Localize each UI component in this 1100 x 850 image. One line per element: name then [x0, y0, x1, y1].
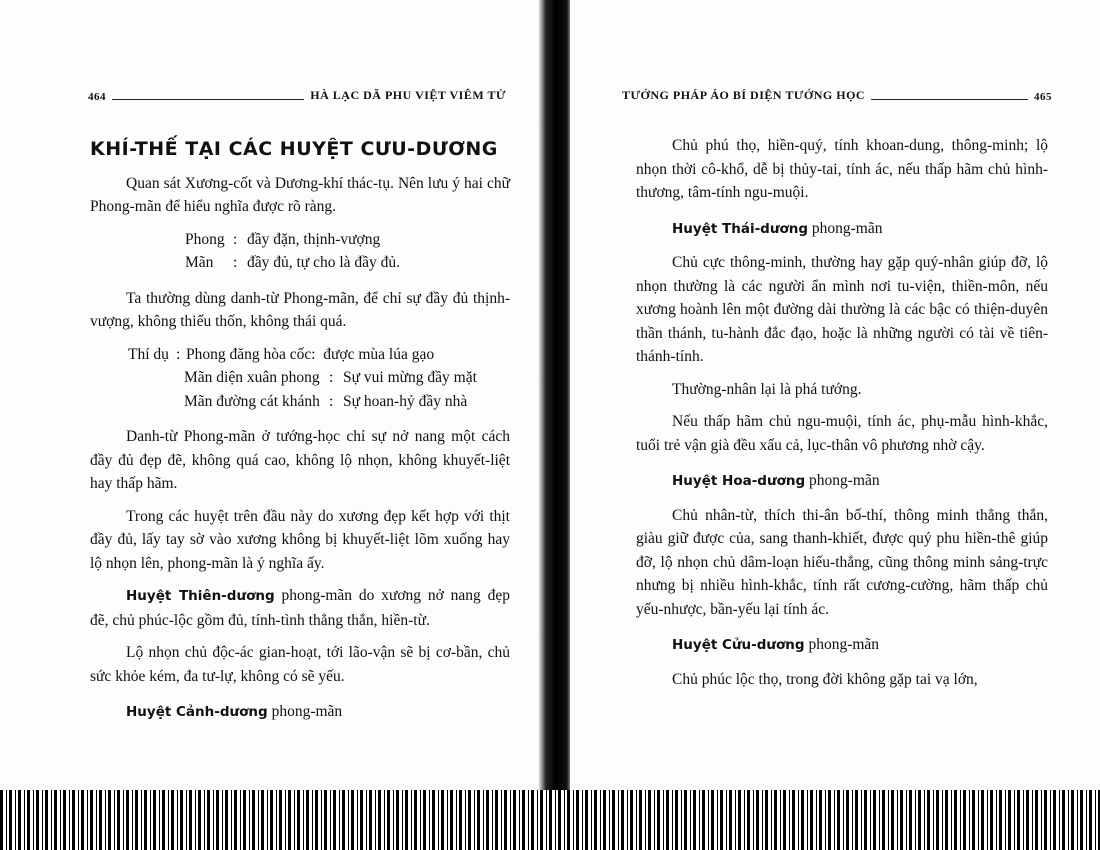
right-running-title: TƯỚNG PHÁP ÁO BÍ DIỆN TƯỚNG HỌC [622, 88, 866, 102]
scan-edge-strip [0, 790, 1100, 850]
example-sep: : [329, 392, 334, 410]
def-meaning: đầy đủ, tự cho là đầy đủ. [247, 254, 401, 271]
hoa-duong-heading: Huyệt Hoa-dương [672, 473, 806, 489]
definition-list [185, 228, 510, 275]
example-row [128, 343, 510, 367]
example-sep: : [329, 369, 334, 386]
canh-duong-heading-line [126, 700, 510, 725]
cuu-duong-heading: Huyệt Cửu-dương [672, 637, 805, 653]
right-paragraph-4: Nếu thấp hãm chủ ngu-muội, tính ác, phụ-mẫu hình-khắc, tuổi trẻ vận già đều xấu cả, lục-thân vô phương nhờ cậy. [636, 413, 1048, 454]
example-label: Thí dụ [128, 345, 169, 363]
running-head-rule [871, 98, 1028, 100]
thien-duong-paragraph [90, 584, 510, 632]
right-paragraph-1: Chủ phú thọ, hiền-quý, tính khoan-dung, thông-minh; lộ nhọn thời cô-khổ, dễ bị thủy-tai, tính ác, nếu thấp hãm chủ hình-thương, tâm-tính ngu-muội. [636, 137, 1048, 201]
chapter-title: KHÍ-THẾ TẠI CÁC HUYỆT CƯU-DƯƠNG [90, 138, 498, 160]
right-paragraph-3: Thường-nhân lại là phá tướng. [672, 380, 862, 398]
example-phrase: Mãn đường cát khánh [184, 392, 320, 410]
example-phrase: Phong đăng hòa cốc [186, 345, 312, 363]
def-sep: : [233, 230, 238, 248]
left-running-head [88, 88, 506, 103]
intro-paragraph: Quan sát Xương-cốt và Dương-khí thác-tụ. Nên lưu ý hai chữ Phong-mãn để hiểu nghĩa được rõ ràng. [90, 174, 510, 215]
example-sep: : [311, 345, 316, 363]
running-head-rule [112, 98, 304, 100]
cuu-duong-heading-line [672, 633, 1048, 658]
right-paragraph-6: Chủ phúc lộc thọ, trong đời không gặp tai vạ lớn, [672, 670, 978, 688]
book-gutter [538, 0, 574, 790]
lo-nhon-paragraph: Lộ nhọn chủ độc-ác gian-hoạt, tới lão-vận sẽ bị cơ-bần, chủ sức khỏe kém, đa tư-lự, không có sẽ yếu. [90, 644, 510, 685]
trong-paragraph: Trong các huyệt trên đầu này do xương đẹp kết hợp với thịt đầy đủ, lấy tay sờ vào xương không bị khuyết-liệt lõm xuống hay lộ nhọn lên, phong-mãn là ý nghĩa ấy. [90, 507, 510, 572]
right-paragraph-5: Chủ nhân-từ, thích thi-ân bố-thí, thông minh thẳng thắn, giàu giữ được của, sang thanh-khiết, được quý phu hiền-thê giúp đỡ, lộ nhọn chủ dâm-loạn hiếu-thắng, cũng thông minh sảng-trực nhưng bị nhiều hình-khắc, tính rất cương-cường, hãm thấp chủ yếu-nhược, bần-yếu lại tính ác. [636, 506, 1048, 618]
def-term: Mãn [185, 254, 214, 271]
left-page [0, 0, 548, 790]
thien-duong-body: phong-mãn do xương nở nang đẹp đẽ, chủ phúc-lộc gồm đủ, tính-tình thẳng thắn, hiền-từ. [90, 587, 510, 629]
example-meaning: Sự vui mừng đầy mặt [343, 369, 477, 386]
left-running-title: HÀ LẠC DÃ PHU VIỆT VIÊM TỬ [310, 88, 506, 102]
right-page [570, 0, 1100, 790]
right-text-column [636, 134, 1048, 700]
thai-duong-heading: Huyệt Thái-dương [672, 220, 809, 237]
example-meaning: được mùa lúa gạo [323, 345, 435, 363]
right-page-number: 465 [1034, 91, 1052, 103]
usage-paragraph: Ta thường dùng danh-từ Phong-mãn, để chỉ sự đầy đủ thịnh-vượng, không thiếu thốn, không thái quá. [90, 289, 510, 330]
example-meaning: Sự hoan-hỷ đầy nhà [343, 392, 468, 410]
example-row [184, 366, 510, 390]
hoa-duong-tail: phong-mãn [805, 472, 880, 489]
canh-duong-tail: phong-mãn [267, 703, 343, 720]
canh-duong-heading: Huyệt Cảnh-dương [126, 704, 268, 720]
danh-tu-paragraph: Danh-từ Phong-mãn ở tướng-học chỉ sự nở nang một cách đầy đủ đẹp đẽ, không quá cao, không lộ nhọn, không khuyết-liệt hay thấp hãm. [90, 428, 510, 492]
hoa-duong-heading-line [672, 469, 1048, 494]
example-phrase: Mãn diện xuân phong [184, 369, 320, 386]
example-label-sep: : [176, 345, 181, 363]
thien-duong-heading: Huyệt Thiên-dương [126, 588, 275, 604]
thai-duong-heading-line [672, 217, 1048, 242]
left-text-column [90, 138, 510, 735]
example-row [184, 390, 510, 414]
cuu-duong-tail: phong-mãn [804, 636, 880, 653]
def-term: Phong [185, 230, 225, 248]
example-block [128, 343, 510, 414]
right-running-head [622, 88, 1052, 103]
right-paragraph-2: Chủ cực thông-minh, thường hay gặp quý-nhân giúp đỡ, lộ nhọn thường là các người ẩn mình nơi tu-viện, thiền-môn, nếu xương hoành lên một đường dài thường là các bậc có thiện-duyên thần thánh, tu-hành đắc đạo, hoặc là những người có tài về tiên-thánh-tính. [636, 254, 1048, 365]
left-page-number: 464 [88, 91, 106, 103]
def-sep: : [233, 254, 238, 271]
def-meaning: đầy đặn, thịnh-vượng [247, 230, 381, 248]
thai-duong-tail: phong-mãn [808, 219, 883, 237]
